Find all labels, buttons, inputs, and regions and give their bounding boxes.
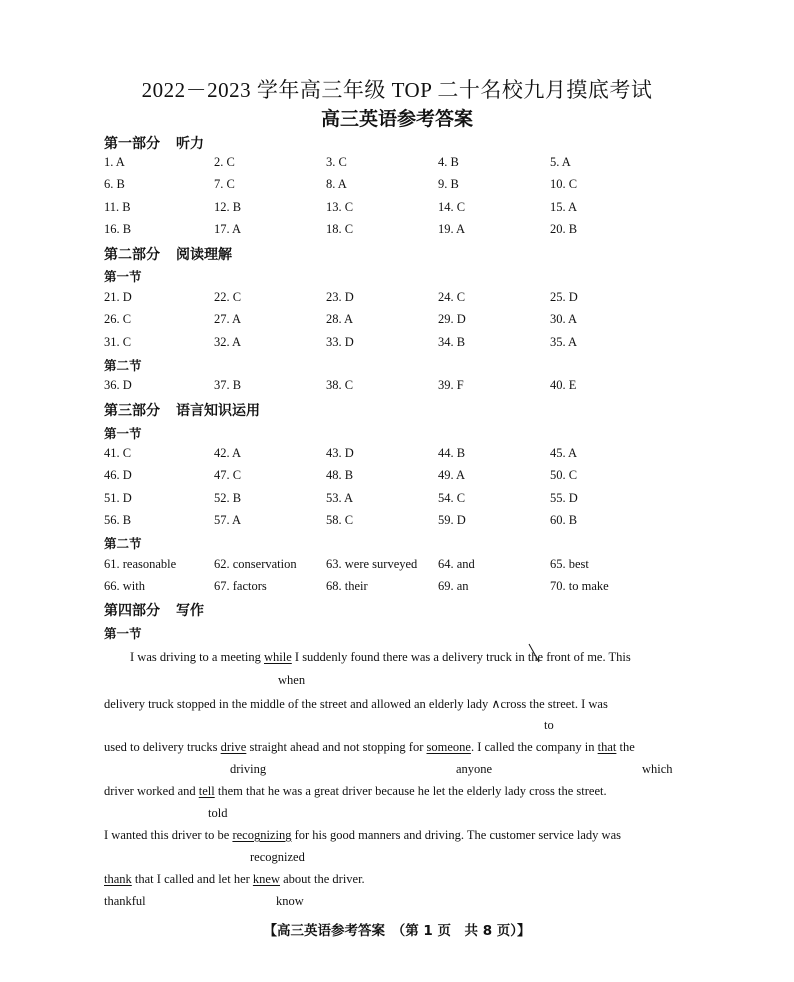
page-footer: 【高三英语参考答案 （第 1 页 共 8 页）】: [263, 923, 531, 939]
answer-cell: 15. A: [550, 199, 578, 214]
answer-cell: 38. C: [326, 378, 354, 392]
answer-cell: 55. D: [550, 490, 578, 505]
answer-cell: 44. B: [438, 446, 466, 460]
answer-cell: 65. best: [550, 557, 589, 571]
answer-cell: 20. B: [550, 221, 578, 236]
correction-word: recognized: [250, 850, 305, 864]
error-word: drive: [220, 740, 247, 754]
answer-cell: 28. A: [326, 312, 354, 327]
correction-word: thankful: [104, 894, 146, 908]
answer-row: [104, 222, 744, 240]
answer-cell: 40. E: [550, 378, 577, 392]
answer-cell: 6. B: [104, 177, 125, 192]
part1-heading: 第一部分 听力: [104, 136, 204, 152]
answer-cell: 10. C: [550, 177, 578, 192]
answer-cell: 57. A: [214, 512, 242, 527]
essay-line-5: I wanted this driver to be recognizing for his good manners and driving. The customer service lady was: [104, 828, 622, 842]
answer-cell: 19. A: [438, 221, 466, 236]
answer-cell: 54. C: [438, 490, 466, 505]
error-word: someone: [426, 740, 471, 754]
answer-cell: 8. A: [326, 177, 347, 192]
essay-line-4: driver worked and tell them that he was a great driver because he let the elderly lady cross the street.: [104, 784, 607, 798]
answer-cell: 48. B: [326, 468, 354, 483]
answer-row: [104, 446, 744, 464]
error-word: that: [597, 740, 617, 754]
answer-cell: 33. D: [326, 334, 354, 349]
answer-row: [104, 557, 744, 575]
answer-cell: 1. A: [104, 155, 125, 169]
part4-section1-label: 第一节: [104, 626, 142, 641]
answer-cell: 29. D: [438, 312, 466, 327]
answer-cell: 2. C: [214, 155, 235, 169]
answer-row: [104, 177, 744, 195]
part3-section2-label: 第二节: [104, 536, 142, 551]
answer-cell: 9. B: [438, 177, 459, 192]
answer-row: [104, 200, 744, 218]
answer-cell: 5. A: [550, 155, 571, 169]
error-word: recognizing: [232, 828, 292, 842]
answer-cell: 47. C: [214, 468, 242, 483]
answer-row: [104, 312, 744, 330]
answer-cell: 39. F: [438, 378, 464, 392]
essay-line-2: delivery truck stopped in the middle of the street and allowed an elderly lady ∧cross the street. I was: [104, 696, 608, 711]
answer-row: [104, 290, 744, 308]
answer-cell: 37. B: [214, 378, 242, 392]
answer-cell: 61. reasonable: [104, 557, 177, 571]
error-word: while: [264, 650, 292, 664]
answer-cell: 67. factors: [214, 579, 267, 594]
answer-key-subtitle: 高三英语参考答案: [320, 108, 473, 130]
answer-row: [104, 468, 744, 486]
correction-word: know: [276, 894, 304, 908]
answer-cell: 52. B: [214, 490, 242, 505]
essay-correction: [104, 650, 694, 910]
answer-row: [104, 491, 744, 509]
deleted-word: the: [528, 650, 543, 664]
answer-cell: 31. C: [104, 334, 132, 349]
answer-cell: 62. conservation: [214, 557, 297, 571]
answer-cell: 22. C: [214, 290, 242, 304]
correction-word: told: [208, 806, 228, 820]
answer-cell: 43. D: [326, 446, 354, 460]
error-word: thank: [104, 872, 132, 886]
answer-cell: 30. A: [550, 312, 578, 327]
correction-word: driving: [230, 762, 267, 776]
answer-cell: 56. B: [104, 512, 132, 527]
answer-cell: 63. were surveyed: [326, 557, 418, 571]
answer-cell: 50. C: [550, 468, 578, 483]
error-word: tell: [198, 784, 215, 798]
answer-cell: 46. D: [104, 468, 132, 483]
part2-section1-label: 第一节: [104, 269, 142, 284]
answer-cell: 26. C: [104, 312, 132, 327]
essay-line-6: thank that I called and let her knew about the driver.: [104, 872, 365, 886]
answer-cell: 4. B: [438, 155, 459, 169]
answer-cell: 34. B: [438, 334, 466, 349]
answer-cell: 64. and: [438, 557, 475, 571]
answer-cell: 35. A: [550, 334, 578, 349]
answer-cell: 12. B: [214, 199, 242, 214]
essay-line-3: used to delivery trucks drive straight ahead and not stopping for someone. I called the company in that the: [104, 740, 635, 754]
error-word: knew: [252, 872, 280, 886]
answer-row: [104, 155, 744, 173]
part3-heading: 第三部分 语言知识运用: [104, 403, 260, 419]
answer-cell: 32. A: [214, 334, 242, 349]
answer-cell: 42. A: [214, 446, 242, 460]
answer-cell: 16. B: [104, 221, 132, 236]
answer-cell: 70. to make: [550, 579, 609, 594]
answer-cell: 25. D: [550, 290, 578, 304]
answer-row: [104, 335, 744, 353]
essay-line-1: I was driving to a meeting while I suddenly found there was a delivery truck in the front of me. This: [130, 650, 631, 665]
answer-cell: 59. D: [438, 512, 466, 527]
answer-cell: 21. D: [104, 290, 132, 304]
answer-cell: 45. A: [550, 446, 578, 460]
answer-cell: 58. C: [326, 512, 354, 527]
correction-word: anyone: [456, 762, 493, 776]
answer-cell: 3. C: [326, 155, 347, 169]
answer-cell: 51. D: [104, 490, 132, 505]
part2-heading: 第二部分 阅读理解: [104, 247, 232, 263]
answer-cell: 18. C: [326, 221, 354, 236]
answer-row: [104, 513, 744, 531]
answer-cell: 24. C: [438, 290, 466, 304]
answer-cell: 14. C: [438, 199, 466, 214]
answer-cell: 60. B: [550, 512, 578, 527]
answer-cell: 53. A: [326, 490, 354, 505]
answer-cell: 68. their: [326, 579, 368, 594]
answer-cell: 66. with: [104, 579, 145, 594]
part4-heading: 第四部分 写作: [104, 603, 204, 619]
exam-title: 2022－2023 学年高三年级 TOP 二十名校九月摸底考试: [141, 78, 653, 102]
answer-cell: 23. D: [326, 290, 354, 304]
delete-mark-icon: [527, 642, 541, 664]
answer-cell: 13. C: [326, 199, 354, 214]
answer-cell: 17. A: [214, 221, 242, 236]
answer-cell: 7. C: [214, 177, 235, 192]
correction-word: to: [544, 718, 554, 732]
answer-cell: 69. an: [438, 579, 469, 594]
correction-word: which: [642, 762, 673, 776]
correction-word: when: [278, 673, 306, 687]
part2-section2-label: 第二节: [104, 358, 142, 373]
answer-cell: 36. D: [104, 378, 132, 392]
answer-cell: 27. A: [214, 312, 242, 327]
answer-row: [104, 378, 744, 396]
part3-section1-label: 第一节: [104, 426, 142, 441]
answer-cell: 49. A: [438, 468, 466, 483]
answer-cell: 41. C: [104, 446, 132, 460]
answer-row: [104, 579, 744, 597]
answer-cell: 11. B: [104, 199, 131, 214]
insert-caret-icon: ∧: [491, 696, 501, 711]
